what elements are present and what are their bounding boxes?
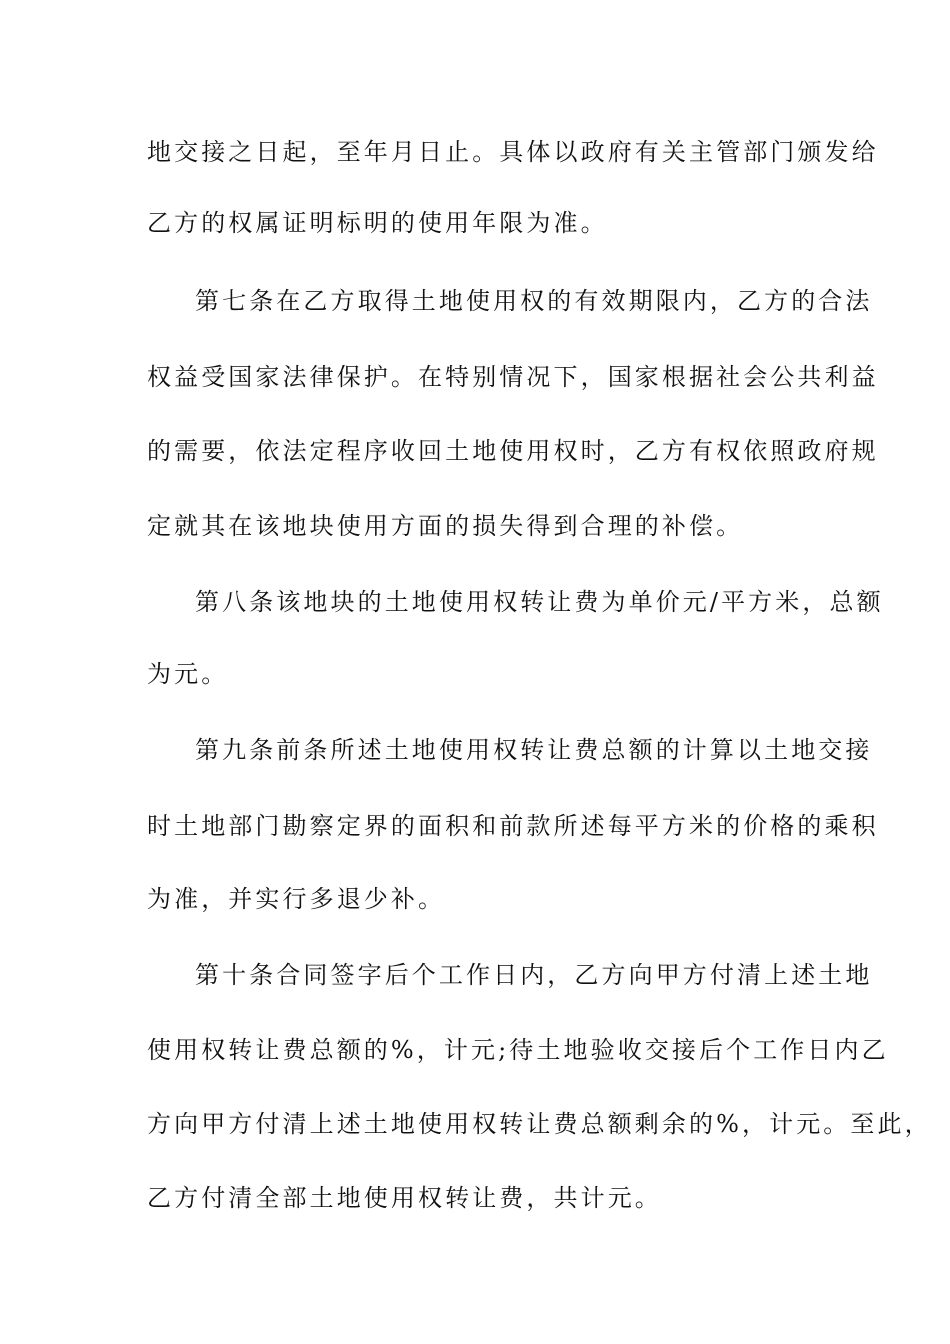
text-line: 乙方付清全部土地使用权转让费，共计元。 xyxy=(147,1184,662,1212)
text-line: 为元。 xyxy=(147,660,229,688)
text-line: 为准，并实行多退少补。 xyxy=(147,885,446,913)
text-line: 乙方的权属证明标明的使用年限为准。 xyxy=(147,209,608,237)
text-line: 使用权转让费总额的%，计元;待土地验收交接后个工作日内乙 xyxy=(147,1036,889,1064)
text-line: 地交接之日起，至年月日止。具体以政府有关主管部门颁发给 xyxy=(147,138,879,166)
paragraph-start-line: 第七条在乙方取得土地使用权的有效期限内，乙方的合法 xyxy=(195,287,873,315)
text-line: 定就其在该地块使用方面的损失得到合理的补偿。 xyxy=(147,512,744,540)
text-line: 时土地部门勘察定界的面积和前款所述每平方米的价格的乘积 xyxy=(147,812,879,840)
text-line: 方向甲方付清上述土地使用权转让费总额剩余的%，计元。至此， xyxy=(147,1110,932,1138)
paragraph-start-line: 第十条合同签字后个工作日内，乙方向甲方付清上述土地 xyxy=(195,961,873,989)
paragraph-start-line: 第八条该地块的土地使用权转让费为单价元/平方米，总额 xyxy=(195,588,884,616)
paragraph-start-line: 第九条前条所述土地使用权转让费总额的计算以土地交接 xyxy=(195,736,873,764)
text-line: 的需要，依法定程序收回土地使用权时，乙方有权依照政府规 xyxy=(147,437,879,465)
text-line: 权益受国家法律保护。在特别情况下，国家根据社会公共利益 xyxy=(147,363,879,391)
